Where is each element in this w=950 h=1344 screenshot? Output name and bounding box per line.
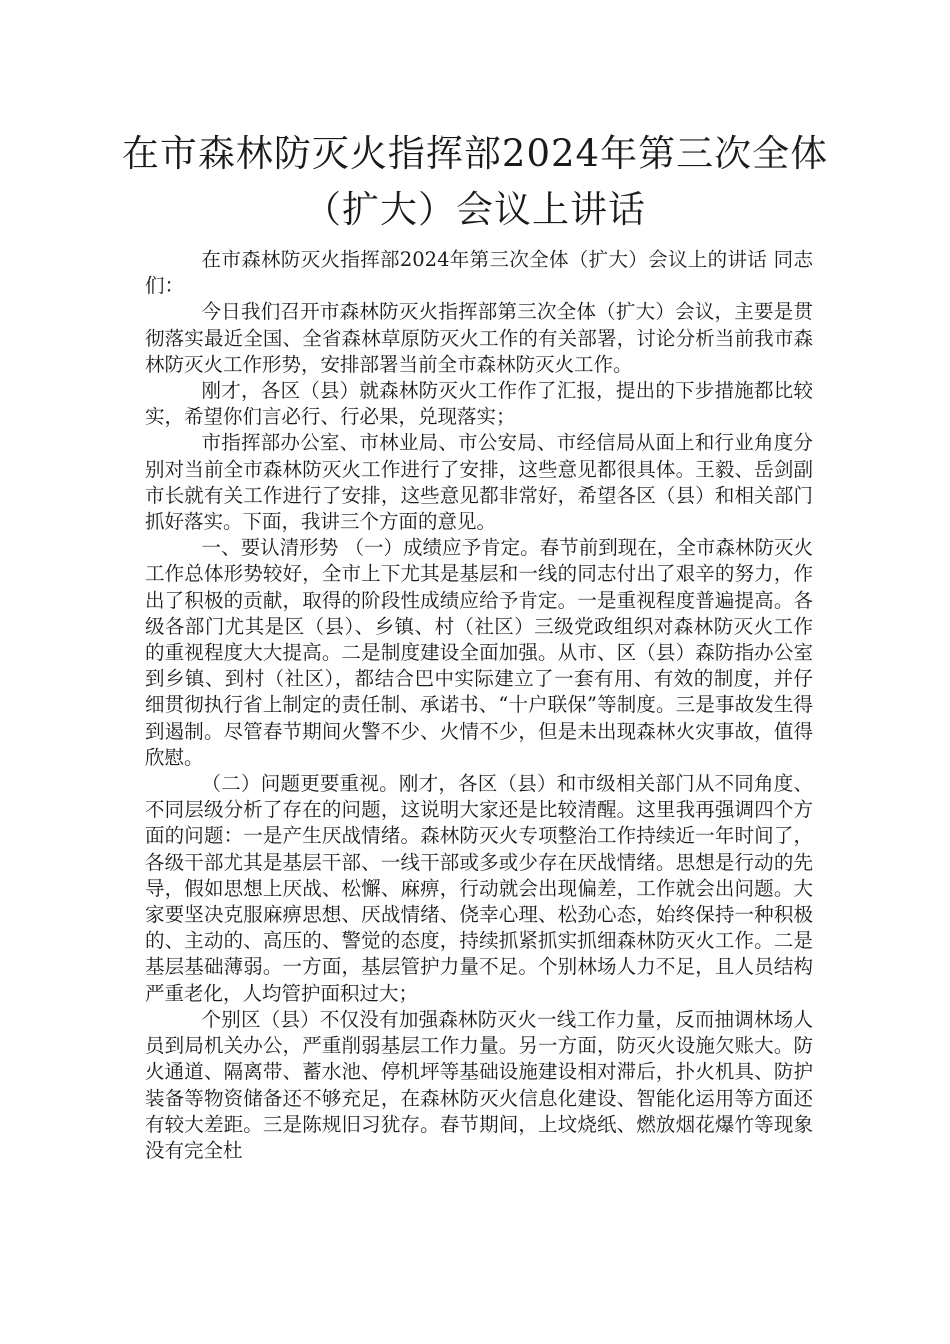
paragraph-opening: 今日我们召开市森林防灭火指挥部第三次全体（扩大）会议，主要是贯彻落实最近全国、全省森林草原防灭火工作的有关部署，讨论分析当前我市森林防灭火工作形势，安排部署当前全市森林防灭火工作。 [145, 300, 813, 376]
paragraph-section-one: 一、要认清形势 （一）成绩应予肯定。春节前到现在，全市森林防灭火工作总体形势较好，全市上下尤其是基层和一线的同志付出了艰辛的努力，作出了积极的贡献，取得的阶段性成绩应给予肯定。一是重视程度普遍提高。各级各部门尤其是区（县）、乡镇、村（社区）三级党政组织对森林防灭火工作的重视程度大大提高。二是制度建设全面加强。从市、区（县）森防指办公室到乡镇、到村（社区），都结合巴中实际建立了一套有用、有效的制度，并仔细贯彻执行省上制定的责任制、承诺书、“十户联保”等制度。三是事故发生得到遏制。尽管春节期间火警不少、火情不少，但是未出现森林火灾事故，值得欣慰。 [145, 536, 813, 769]
paragraph-intro: 在市森林防灭火指挥部2024年第三次全体（扩大）会议上的讲话 同志们： [145, 248, 813, 298]
paragraph-district-reports: 刚才，各区（县）就森林防灭火工作作了汇报，提出的下步措施都比较实，希望你们言必行、行必果，兑现落实； [145, 379, 813, 429]
paragraph-department-arrangements: 市指挥部办公室、市林业局、市公安局、市经信局从面上和行业角度分别对当前全市森林防灭火工作进行了安排，这些意见都很具体。王毅、岳剑副市长就有关工作进行了安排，这些意见都非常好，希望各区（县）和相关部门抓好落实。下面，我讲三个方面的意见。 [145, 431, 813, 534]
title-line-2: （扩大）会议上讲话 [304, 188, 646, 231]
page-title [100, 126, 850, 238]
paragraph-problems: （二）问题更要重视。刚才，各区（县）和市级相关部门从不同角度、不同层级分析了存在的问题，这说明大家还是比较清醒。这里我再强调四个方面的问题：一是产生厌战情绪。森林防灭火专项整治工作持续近一年时间了，各级干部尤其是基层干部、一线干部或多或少存在厌战情绪。思想是行动的先导，假如思想上厌战、松懈、麻痹，行动就会出现偏差，工作就会出问题。大家要坚决克服麻痹思想、厌战情绪、侥幸心理、松劲心态，始终保持一种积极的、主动的、高压的、警觉的态度，持续抓紧抓实抓细森林防灭火工作。二是基层基础薄弱。一方面，基层管护力量不足。个别林场人力不足，且人员结构严重老化，人均管护面积过大； [145, 772, 813, 1005]
paragraph-grassroots: 个别区（县）不仅没有加强森林防灭火一线工作力量，反而抽调林场人员到局机关办公，严重削弱基层工作力量。另一方面，防灭火设施欠账大。防火通道、隔离带、蓄水池、停机坪等基础设施建设相对滞后，扑火机具、防护装备等物资储备还不够充足，在森林防灭火信息化建设、智能化运用等方面还有较大差距。三是陈规旧习犹存。春节期间，上坟烧纸、燃放烟花爆竹等现象没有完全杜 [145, 1007, 813, 1162]
title-line-1: 在市森林防灭火指挥部2024年第三次全体 [121, 132, 829, 175]
document-body [145, 247, 813, 1164]
